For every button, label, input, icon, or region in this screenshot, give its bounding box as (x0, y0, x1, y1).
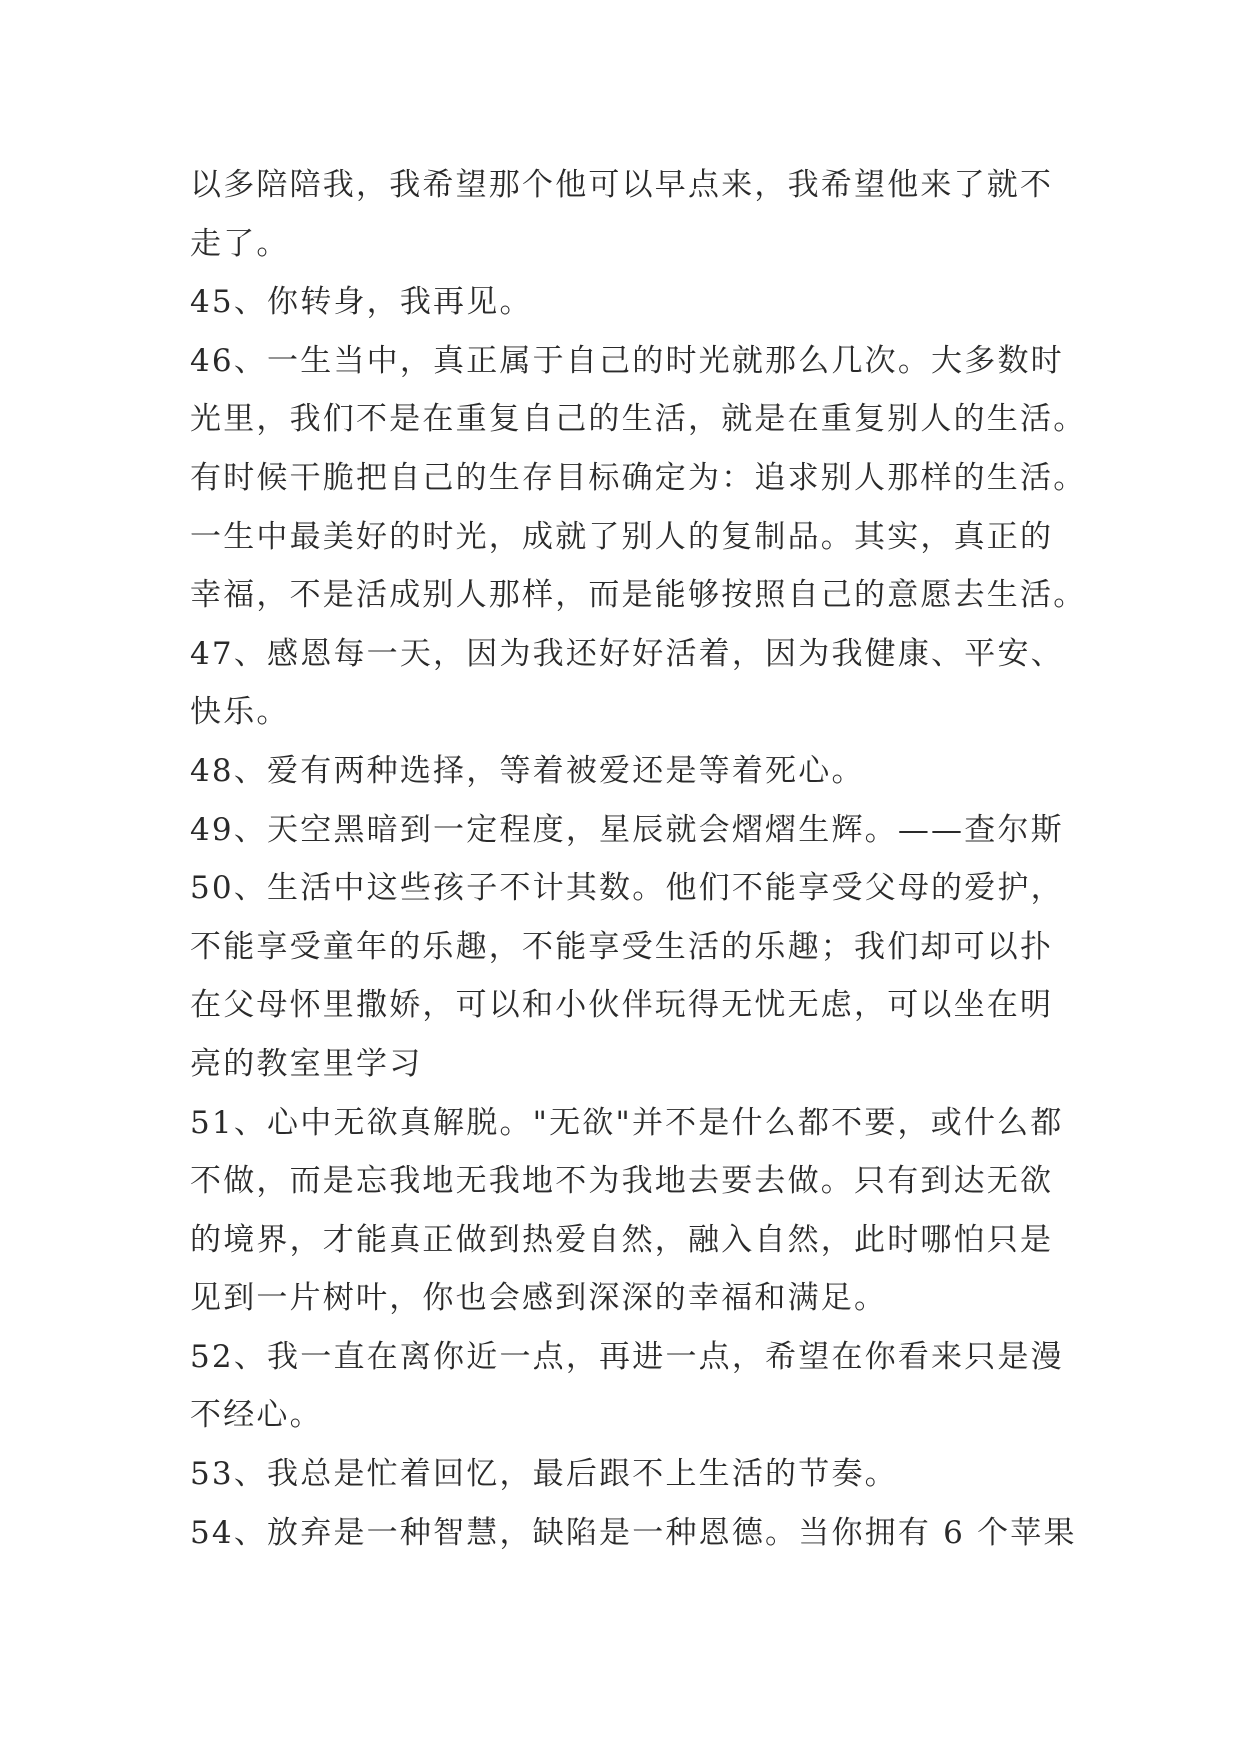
text-line: 一生中最美好的时光，成就了别人的复制品。其实，真正的 (190, 518, 1054, 555)
text-line: 53、我总是忙着回忆，最后跟不上生活的节奏。 (190, 1456, 898, 1493)
text-line: 幸福，不是活成别人那样，而是能够按照自己的意愿去生活。 (190, 577, 1087, 614)
text-line: 在父母怀里撒娇，可以和小伙伴玩得无忧无虑，可以坐在明 (190, 987, 1054, 1024)
text-line: 光里，我们不是在重复自己的生活，就是在重复别人的生活。 (190, 401, 1087, 438)
text-line: 47、感恩每一天，因为我还好好活着，因为我健康、平安、 (190, 635, 1064, 672)
text-line: 51、心中无欲真解脱。"无欲"并不是什么都不要，或什么都 (190, 1104, 1064, 1141)
text-line: 不经心。 (190, 1397, 323, 1434)
document-body (190, 156, 1087, 1562)
text-line: 的境界，才能真正做到热爱自然，融入自然，此时哪怕只是 (190, 1221, 1054, 1258)
text-line: 52、我一直在离你近一点，再进一点，希望在你看来只是漫 (190, 1338, 1064, 1375)
text-line: 54、放弃是一种智慧，缺陷是一种恩德。当你拥有 6 个苹果 (190, 1514, 1077, 1551)
text-line: 有时候干脆把自己的生存目标确定为：追求别人那样的生活。 (190, 459, 1087, 496)
text-line: 49、天空黑暗到一定程度，星辰就会熠熠生辉。——查尔斯 (190, 811, 1064, 848)
text-line: 不能享受童年的乐趣，不能享受生活的乐趣；我们却可以扑 (190, 928, 1054, 965)
text-line: 快乐。 (190, 694, 290, 731)
text-line: 50、生活中这些孩子不计其数。他们不能享受父母的爱护， (190, 870, 1064, 907)
text-line: 不做，而是忘我地无我地不为我地去要去做。只有到达无欲 (190, 1163, 1054, 1200)
text-line: 45、你转身，我再见。 (190, 284, 533, 321)
text-line: 46、一生当中，真正属于自己的时光就那么几次。大多数时 (190, 342, 1064, 379)
text-line: 48、爱有两种选择，等着被爱还是等着死心。 (190, 752, 865, 789)
text-line: 以多陪陪我，我希望那个他可以早点来，我希望他来了就不 (190, 167, 1054, 203)
text-line: 见到一片树叶，你也会感到深深的幸福和满足。 (190, 1280, 888, 1317)
text-line: 亮的教室里学习 (190, 1045, 423, 1082)
text-line: 走了。 (190, 225, 290, 262)
